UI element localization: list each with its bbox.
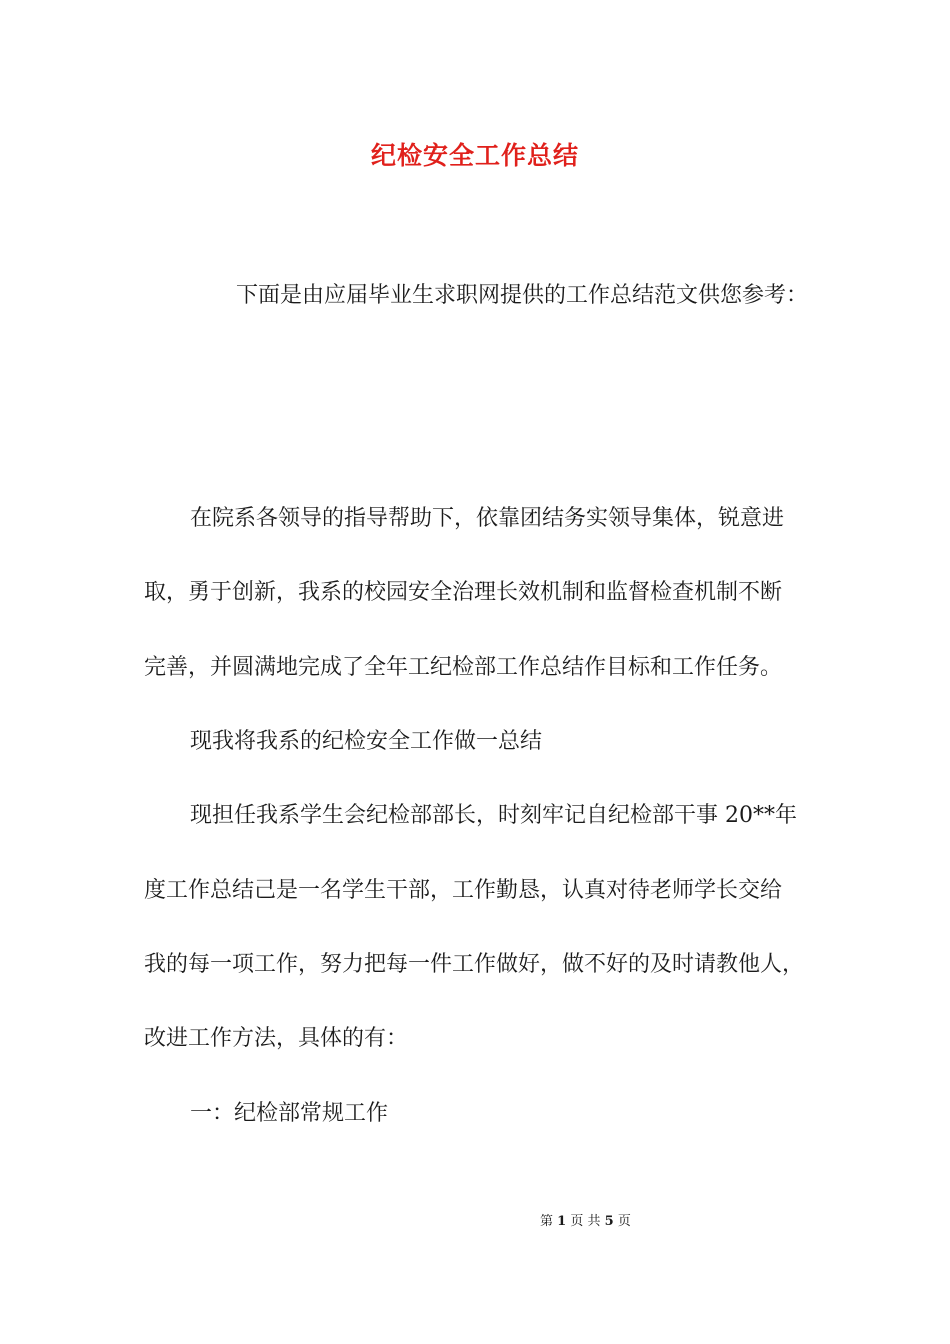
footer-total-pages: 5 <box>604 1214 614 1229</box>
body-line: 在院系各领导的指导帮助下，依靠团结务实领导集体，锐意进 <box>190 506 785 531</box>
body-line: 完善，并圆满地完成了全年工纪检部工作总结作目标和工作任务。 <box>144 655 783 680</box>
footer-page-number: 1 <box>557 1214 567 1229</box>
body-line: 现我将我系的纪检安全工作做一总结 <box>190 729 543 754</box>
body-line: 现担任我系学生会纪检部部长，时刻牢记自纪检部干事 20**年 <box>190 803 797 828</box>
intro-paragraph: 下面是由应届毕业生求职网提供的工作总结范文供您参考： <box>236 283 809 308</box>
body-line: 我的每一项工作，努力把每一件工作做好，做不好的及时请教他人， <box>144 952 805 977</box>
footer-prefix: 第 <box>540 1214 554 1229</box>
footer-suffix: 页 <box>617 1214 631 1229</box>
footer-middle: 页 共 <box>570 1214 601 1229</box>
section-heading: 一：纪检部常规工作 <box>190 1101 389 1126</box>
body-line: 改进工作方法，具体的有： <box>144 1026 409 1051</box>
body-line: 度工作总结己是一名学生干部，工作勤恳，认真对待老师学长交给 <box>144 878 783 903</box>
page-footer <box>540 1210 740 1229</box>
document-title: 纪检安全工作总结 <box>370 141 579 170</box>
body-line: 取，勇于创新，我系的校园安全治理长效机制和监督检查机制不断 <box>144 580 783 605</box>
